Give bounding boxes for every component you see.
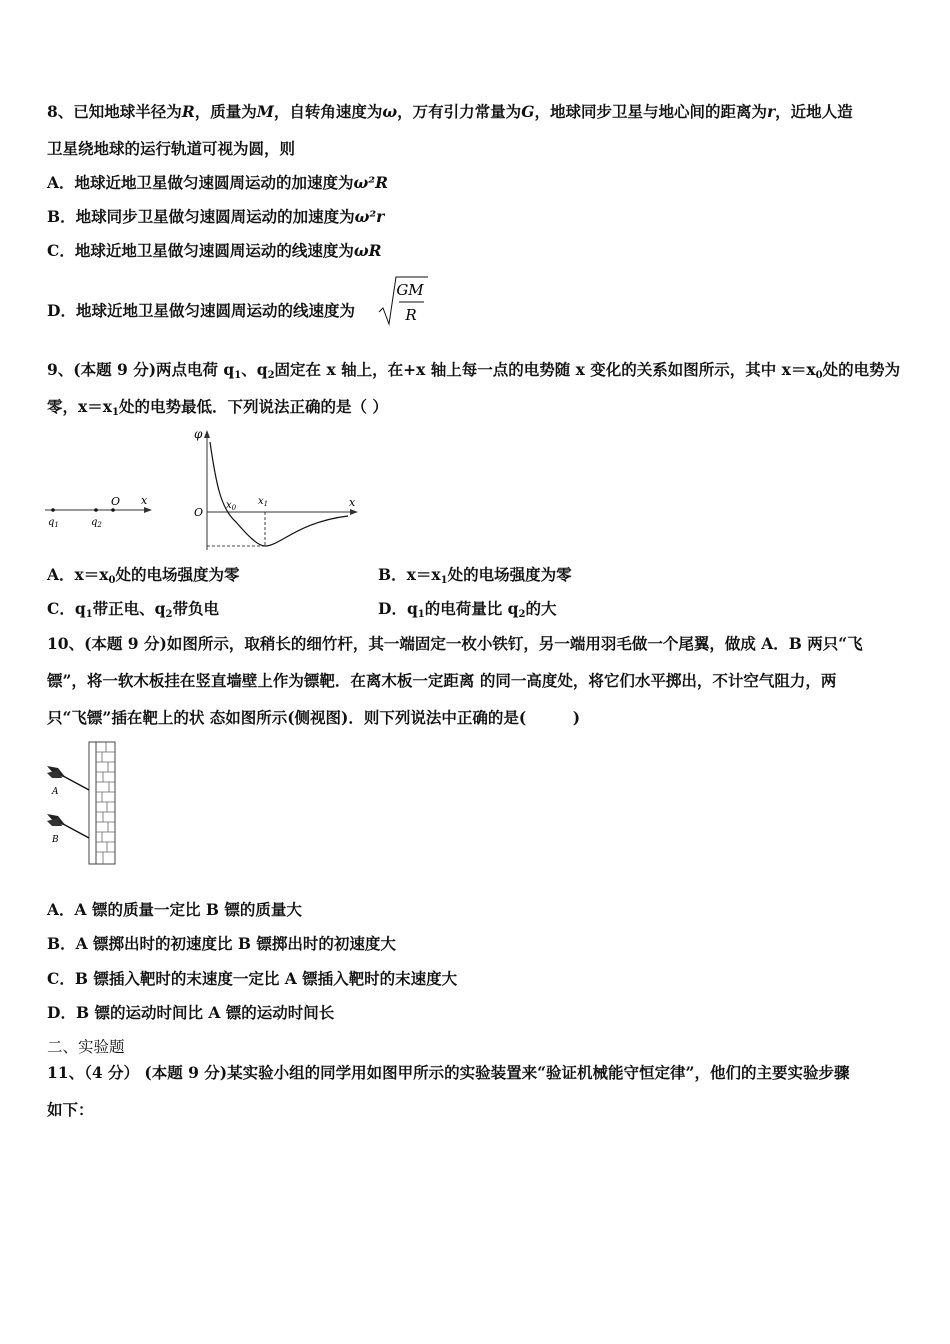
charge-axis-figure (40, 492, 160, 532)
svg-text:O: O (111, 495, 121, 508)
svg-text:φ: φ (194, 427, 203, 441)
q10-option-a: A．A 镖的质量一定比 B 镖的质量大 (47, 900, 302, 919)
q8-option-c: C．地球近地卫星做匀速圆周运动的线速度为ωR (47, 241, 382, 260)
formula-numerator: GM (396, 281, 424, 299)
q9-option-b: B．$x=x_1$处的电场强度为零 (378, 565, 572, 586)
svg-text:q1: $q_1$ (48, 517, 59, 529)
q10-option-b: B．A 镖掷出时的初速度比 B 镖掷出时的初速度大 (47, 934, 396, 953)
svg-text:B: B (52, 835, 59, 845)
q9-stem-line1: 9、(本题 9 分)两点电荷 $q_1$、$q_2$固定在 x 轴上，在+x 轴上每一点的电势随 x 变化的关系如图所示，其中 $x=x_0$处的电势为 (47, 360, 901, 381)
q8-option-a: A．地球近地卫星做匀速圆周运动的加速度为ω²R (47, 173, 388, 192)
svg-text:A: A (52, 787, 59, 797)
svg-text:x: x (349, 496, 356, 509)
svg-text:O: O (194, 506, 204, 519)
svg-text:x0: $x_0$ (226, 500, 237, 512)
dart-wall-figure (44, 740, 124, 866)
q9-option-c: C．$q_1$带正电、$q_2$带负电 (47, 599, 219, 620)
q8-stem-line1: 8、已知地球半径为R，质量为M，自转角速度为ω，万有引力常量为G，地球同步卫星与地心间的距离为r，近地人造 (47, 102, 853, 121)
q9-option-d: D．$q_1$的电荷量比 $q_2$的大 (378, 599, 557, 620)
q11-stem-line2: 如下： (47, 1100, 94, 1119)
q8-stem-line2: 卫星绕地球的运行轨道可视为圆，则 (47, 139, 296, 158)
q10-stem-line1: 10、(本题 9 分)如图所示，取稍长的细竹杆，其一端固定一枚小铁钉，另一端用羽毛做一个尾翼，做成 A．B 两只“飞 (47, 634, 863, 653)
svg-text:x1: $x_1$ (258, 496, 269, 508)
q10-option-d: D．B 镖的运动时间比 A 镖的运动时间长 (47, 1003, 335, 1022)
q9-stem-line2: 零，$x=x_1$处的电势最低．下列说法正确的是（ ） (47, 397, 388, 418)
svg-text:q2: $q_2$ (91, 517, 102, 529)
q11-stem-line1: 11、（4 分） (本题 9 分)某实验小组的同学用如图甲所示的实验装置来“验证机械能守恒定律”，他们的主要实验步骤 (47, 1063, 850, 1082)
q8-option-b: B．地球同步卫星做匀速圆周运动的加速度为ω²r (47, 207, 385, 226)
q9-option-a: A．$x=x_0$处的电场强度为零 (47, 565, 240, 586)
q10-stem-line2: 镖”，将一软木板挂在竖直墙壁上作为镖靶．在离木板一定距离 的同一高度处，将它们水平掷出，不计空气阻力，两 (47, 671, 837, 690)
formula-denominator: R (405, 306, 417, 324)
q10-option-c: C．B 镖插入靶时的末速度一定比 A 镖插入靶时的末速度大 (47, 969, 458, 988)
q10-stem-line3: 只“飞镖”插在靶上的状 态如图所示(侧视图)．则下列说法中正确的是( ) (47, 708, 581, 727)
potential-curve-figure (188, 424, 363, 554)
q8-option-d: D．地球近地卫星做匀速圆周运动的线速度为 (47, 301, 355, 320)
sqrt-formula (376, 274, 436, 328)
section-heading: 二、实验题 (47, 1038, 125, 1056)
svg-text:x: x (141, 494, 148, 507)
